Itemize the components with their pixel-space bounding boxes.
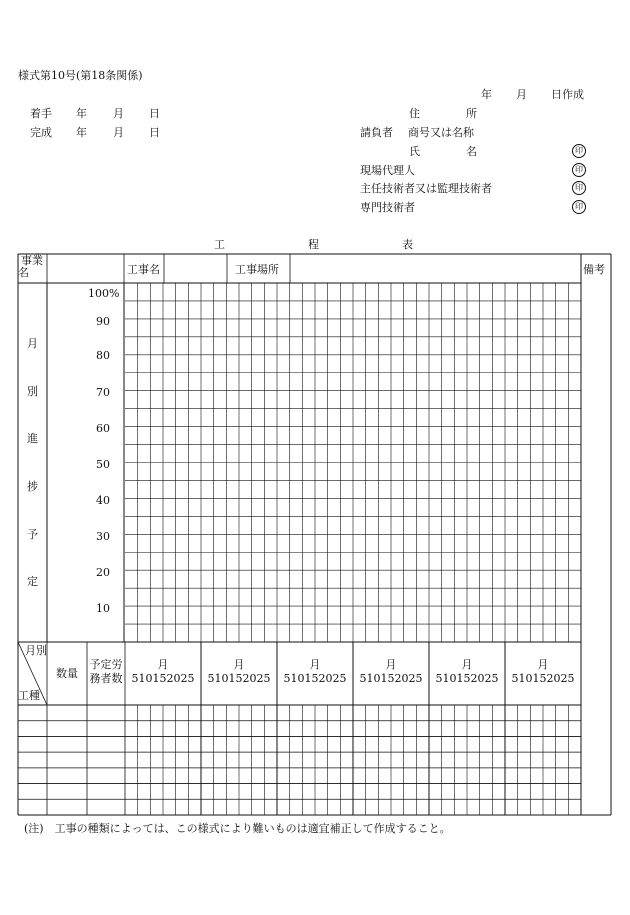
percent-label: 20: [96, 566, 110, 579]
vertical-label-1: 月: [27, 337, 38, 350]
form-label: 様式第10号(第18条関係): [18, 69, 143, 82]
work-site-label: 工事場所: [235, 263, 279, 276]
remarks-label: 備考: [583, 263, 605, 276]
start-year: 年: [76, 107, 87, 120]
vertical-label-4: 捗: [27, 480, 38, 493]
vertical-label-2: 別: [27, 385, 38, 398]
name-label-b: 名: [466, 145, 477, 158]
month-block: [125, 658, 201, 686]
month-block: [353, 658, 429, 686]
start-day: 日: [149, 107, 160, 120]
project-name-label: [18, 255, 46, 279]
end-label: 完成: [30, 126, 52, 139]
table-title-2: 程: [308, 238, 319, 251]
seal-mark: 印: [572, 181, 586, 195]
start-label: 着手: [30, 107, 52, 120]
company-label: 商号又は名称: [408, 126, 474, 139]
month-days: 510152025: [131, 671, 195, 685]
percent-label: 80: [96, 349, 110, 362]
created-month: 月: [516, 88, 527, 101]
month-label: 月: [157, 658, 169, 671]
month-days: 510152025: [435, 671, 499, 685]
end-day: 日: [149, 126, 160, 139]
month-label: 月: [461, 658, 473, 671]
work-name-label: 工事名: [127, 263, 160, 276]
chief-engineer-label: 主任技術者又は監理技術者: [360, 182, 492, 195]
percent-label: 50: [96, 458, 110, 471]
month-block: [505, 658, 581, 686]
vertical-label-5: 予: [27, 528, 38, 541]
quantity-label: 数量: [56, 667, 78, 680]
footer-note: (注) 工事の種類によっては、この様式により難いものは適宜補正して作成すること。: [24, 822, 451, 835]
created-day: 日作成: [551, 88, 584, 101]
specialist-label: 専門技術者: [360, 201, 415, 214]
month-label: 月: [385, 658, 397, 671]
vertical-label-6: 定: [27, 575, 38, 588]
table-title-3: 表: [402, 238, 413, 251]
month-header-bottom: 工種: [18, 689, 40, 702]
seal-mark: 印: [572, 163, 586, 177]
month-header-top: 月別: [25, 644, 47, 657]
project-name-label-line2: 名: [18, 266, 29, 280]
end-month: 月: [113, 126, 124, 139]
seal-mark: 印: [572, 144, 586, 158]
workers-label-line1: 予定労: [89, 658, 123, 671]
percent-label: 60: [96, 422, 110, 435]
month-days: 510152025: [207, 671, 271, 685]
start-month: 月: [113, 107, 124, 120]
table-title-1: 工: [214, 238, 225, 251]
month-days: 510152025: [283, 671, 347, 685]
created-year: 年: [481, 88, 492, 101]
vertical-label-3: 進: [27, 432, 38, 445]
name-label-a: 氏: [409, 145, 420, 158]
percent-label: 90: [96, 315, 110, 328]
workers-label: [87, 658, 125, 686]
month-block: [201, 658, 277, 686]
percent-label: 40: [96, 494, 110, 507]
percent-label: 70: [96, 386, 110, 399]
address-label-a: 住: [409, 107, 420, 120]
seal-mark: 印: [572, 200, 586, 214]
month-days: 510152025: [511, 671, 575, 685]
address-label-b: 所: [466, 107, 477, 120]
month-label: 月: [309, 658, 321, 671]
month-days: 510152025: [359, 671, 423, 685]
percent-label: 30: [96, 530, 110, 543]
workers-label-line2: 務者数: [89, 671, 123, 685]
site-agent-label: 現場代理人: [360, 164, 415, 177]
month-label: 月: [233, 658, 245, 671]
month-label: 月: [537, 658, 549, 671]
end-year: 年: [76, 126, 87, 139]
month-block: [429, 658, 505, 686]
percent-label: 10: [96, 602, 110, 615]
project-name-label-line1: 事業: [21, 254, 43, 267]
percent-label: 100%: [88, 287, 120, 300]
month-block: [277, 658, 353, 686]
contractor-role: 請負者: [360, 126, 393, 139]
